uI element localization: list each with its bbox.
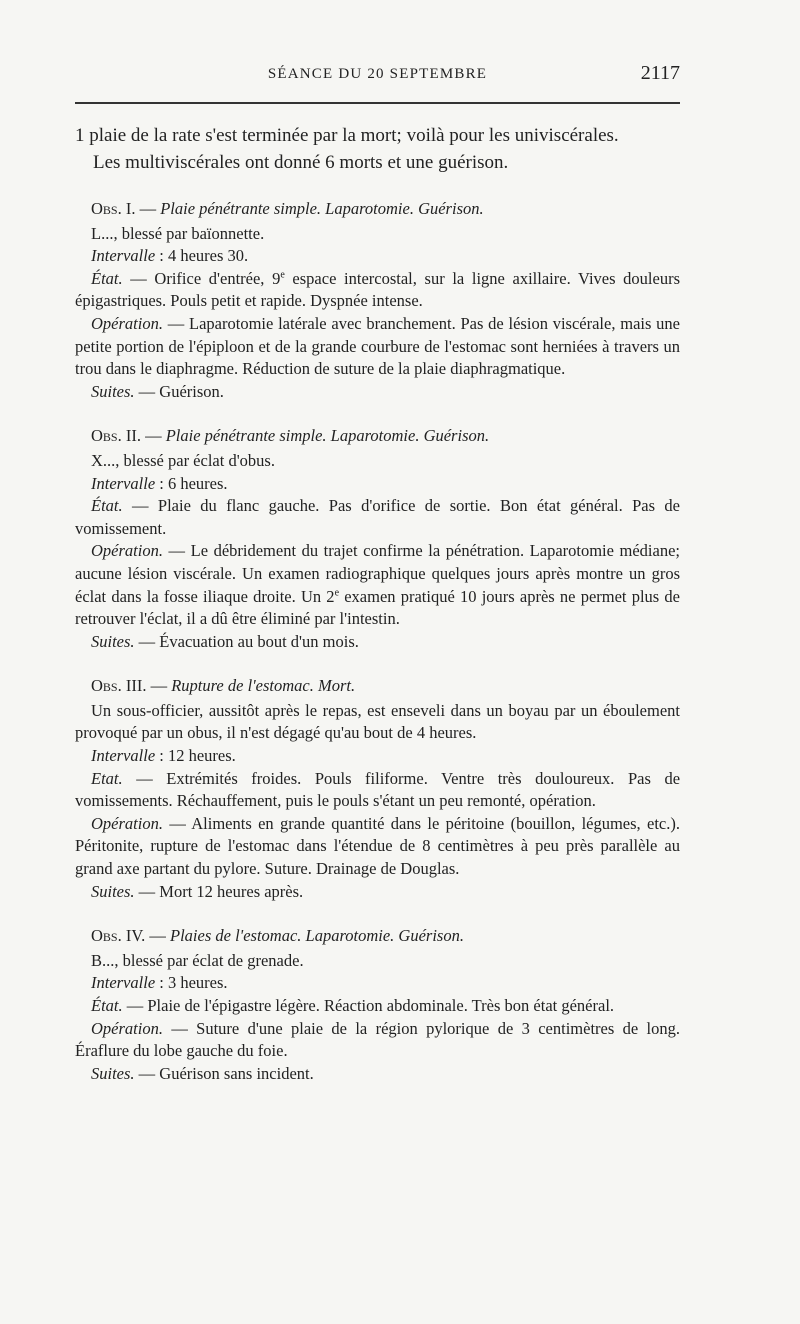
obs-heading: Obs. I. — Plaie pénétrante simple. Laparotomie. Guérison.	[91, 199, 484, 218]
header-rule	[75, 102, 680, 104]
intro-line-2: Les multiviscérales ont donné 6 morts et une guérison.	[93, 152, 509, 173]
operation-label: Opération.	[91, 1018, 163, 1038]
intervalle-label: Intervalle	[91, 746, 156, 766]
observation-2	[75, 425, 680, 653]
obs-patient: Un sous-officier, aussitôt après le repas, est enseveli dans un boyau par un éboulement provoqué par un obus, il n'est dégagé qu'au bout de 4 heures.	[75, 700, 680, 743]
obs-intervalle: Intervalle : 12 heures.	[91, 746, 236, 766]
obs-intervalle: Intervalle : 6 heures.	[91, 473, 228, 493]
intro-line-1: 1 plaie de la rate s'est terminée par la mort; voilà pour les univiscérales.	[75, 125, 619, 146]
etat-sup: e	[280, 269, 285, 281]
obs-title: Plaie pénétrante simple. Laparotomie. Guérison.	[165, 426, 490, 446]
obs-etat: État. — Plaie de l'épigastre légère. Réaction abdominale. Très bon état général.	[91, 996, 615, 1015]
obs-patient: X..., blessé par éclat d'obus.	[91, 450, 275, 470]
obs-patient: L..., blessé par baïonnette.	[91, 223, 265, 243]
suites-label: Suites.	[91, 1063, 135, 1083]
operation-sup: e	[334, 587, 340, 598]
operation-label: Opération.	[91, 813, 163, 833]
obs-operation: Opération. — Laparotomie latérale avec branchement. Pas de lésion viscérale, mais une petite portion de l'épiploon et de la grande courbure de l'estomac sont herniées à travers un trou dans le diaphragme. Réduction de suture de la plaie diaphragmatique.	[75, 313, 680, 379]
intervalle-label: Intervalle	[91, 473, 156, 493]
observation-1	[75, 198, 680, 403]
obs-heading: Obs. III. — Rupture de l'estomac. Mort.	[91, 676, 356, 696]
obs-etat: État. — Orifice d'entrée, 9e espace intercostal, sur la ligne axillaire. Vives douleurs épigastriques. Pouls petit et rapide. Dyspnée intense.	[75, 268, 681, 311]
intervalle-value: 6 heures.	[167, 473, 228, 493]
etat-label: Etat.	[91, 768, 123, 788]
obs-intervalle: Intervalle : 4 heures 30.	[91, 246, 249, 266]
obs-heading: Obs. IV. — Plaies de l'estomac. Laparotomie. Guérison.	[91, 926, 464, 946]
obs-suites: Suites. — Évacuation au bout d'un mois.	[91, 631, 359, 651]
operation-text-b: examen pratiqué 10 jours après ne permet plus de retrouver l'éclat, il a dû être éliminé par l'intestin.	[75, 586, 680, 629]
etat-label: État.	[91, 268, 123, 288]
obs-operation: Opération. — Suture d'une plaie de la région pylorique de 3 centimètres de long. Éraflure du lobe gauche du foie.	[75, 1018, 680, 1061]
obs-patient: B..., blessé par éclat de grenade.	[91, 950, 304, 970]
obs-operation: Opération. — Aliments en grande quantité dans le péritoine (bouillon, légumes, etc.). Péritonite, rupture de l'estomac dans l'étendue de 8 centimètres à peu près parallèle au grand axe partant du pylore. Suture. Drainage de Douglas.	[75, 813, 681, 879]
intro-paragraphs	[75, 122, 680, 176]
obs-label: Obs. I.	[91, 199, 136, 218]
suites-label: Suites.	[91, 381, 135, 401]
etat-text: Extrémités froides. Pouls filiforme. Ventre très douloureux. Pas de vomissements. Réchauffement, puis le pouls s'étant un peu remonté, opération.	[75, 768, 681, 811]
intervalle-value: 3 heures.	[167, 973, 228, 993]
obs-operation: Opération. — Le débridement du trajet confirme la pénétration. Laparotomie médiane; aucune lésion viscérale. Un examen radiographique quelques jours après montre un gros éclat dans la fosse iliaque droite. Un 2e examen pratiqué 10 jours après ne permet plus de retrouver l'éclat, il a dû être éliminé par l'intestin.	[75, 541, 680, 629]
operation-label: Opération.	[91, 541, 163, 561]
suites-label: Suites.	[91, 631, 135, 651]
suites-text: Guérison sans incident.	[159, 1063, 314, 1083]
obs-label: Obs. II.	[91, 426, 141, 446]
obs-label: Obs. III.	[91, 676, 147, 696]
etat-text-b: espace intercostal, sur la ligne axillaire. Vives douleurs épigastriques. Pouls petit et rapide. Dyspnée intense.	[75, 268, 681, 311]
obs-suites: Suites. — Guérison.	[91, 381, 224, 401]
obs-etat: État. — Plaie du flanc gauche. Pas d'orifice de sortie. Bon état général. Pas de vomissement.	[75, 496, 681, 538]
body-text	[75, 122, 680, 1085]
etat-text-a: Orifice d'entrée, 9	[154, 268, 281, 288]
obs-title: Rupture de l'estomac. Mort.	[171, 676, 356, 696]
operation-label: Opération.	[91, 313, 163, 333]
page-header	[75, 62, 680, 90]
obs-label: Obs. IV.	[91, 926, 146, 946]
intervalle-value: 4 heures 30.	[167, 246, 249, 266]
intervalle-value: 12 heures.	[167, 746, 236, 766]
operation-text-a: Le débridement du trajet confirme la pénétration. Laparotomie médiane; aucune lésion viscérale. Un examen radiographique quelques jours après montre un gros éclat dans la fosse iliaque droite. Un 2	[75, 541, 680, 606]
operation-text: Laparotomie latérale avec branchement. Pas de lésion viscérale, mais une petite portion de l'épiploon et de la grande courbure de l'estomac sont herniées à travers un trou dans le diaphragme. Réduction de suture de la plaie diaphragmatique.	[75, 313, 680, 379]
obs-intervalle: Intervalle : 3 heures.	[91, 973, 228, 993]
obs-title: Plaie pénétrante simple. Laparotomie. Guérison.	[160, 199, 484, 218]
etat-label: État.	[91, 496, 123, 516]
suites-text: Évacuation au bout d'un mois.	[159, 631, 359, 651]
intervalle-label: Intervalle	[91, 246, 156, 266]
suites-text: Guérison.	[159, 381, 224, 401]
suites-label: Suites.	[91, 881, 135, 901]
etat-text: Plaie de l'épigastre légère. Réaction abdominale. Très bon état général.	[147, 996, 615, 1015]
page-number: 2117	[640, 62, 680, 84]
suites-text: Mort 12 heures après.	[159, 881, 304, 901]
observation-3	[75, 675, 680, 903]
observation-4	[75, 925, 680, 1085]
obs-suites: Suites. — Guérison sans incident.	[91, 1063, 314, 1083]
intervalle-label: Intervalle	[91, 973, 156, 993]
obs-title: Plaies de l'estomac. Laparotomie. Guérison.	[170, 926, 464, 946]
obs-suites: Suites. — Mort 12 heures après.	[91, 881, 304, 901]
obs-etat: Etat. — Extrémités froides. Pouls filiforme. Ventre très douloureux. Pas de vomissements. Réchauffement, puis le pouls s'étant un peu remonté, opération.	[75, 768, 681, 811]
etat-label: État.	[91, 996, 123, 1015]
operation-text: Suture d'une plaie de la région pylorique de 3 centimètres de long. Éraflure du lobe gauche du foie.	[75, 1018, 680, 1061]
operation-text: Aliments en grande quantité dans le péritoine (bouillon, légumes, etc.). Péritonite, rupture de l'estomac dans l'étendue de 8 centimètres à peu près parallèle au grand axe partant du pylore. Suture. Drainage de Douglas.	[75, 813, 681, 879]
etat-text: Plaie du flanc gauche. Pas d'orifice de sortie. Bon état général. Pas de vomissement.	[75, 496, 681, 538]
running-title: SÉANCE DU 20 SEPTEMBRE	[267, 66, 488, 82]
obs-heading: Obs. II. — Plaie pénétrante simple. Laparotomie. Guérison.	[91, 426, 490, 446]
